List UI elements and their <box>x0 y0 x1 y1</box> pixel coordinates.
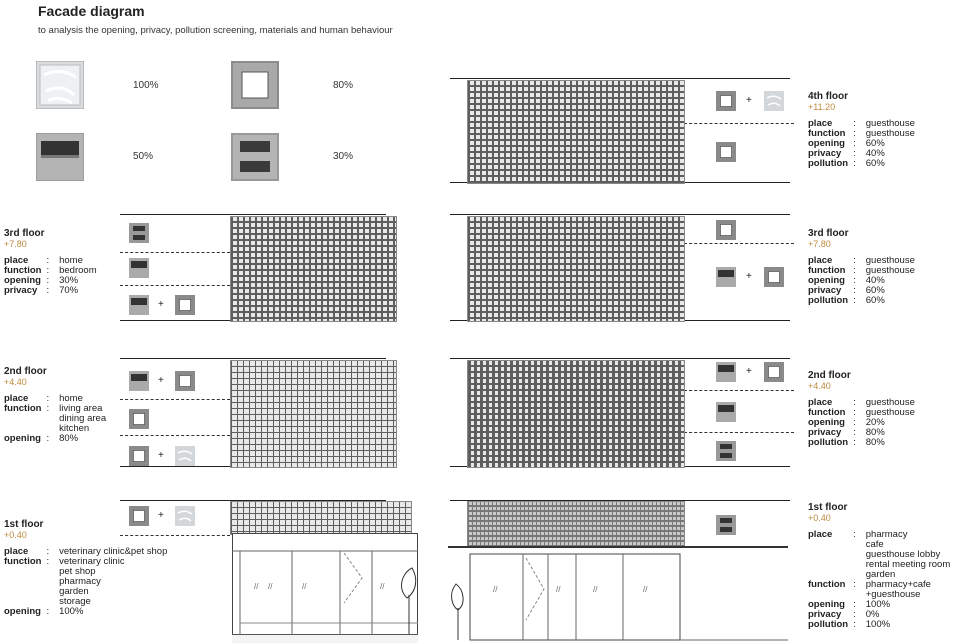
info-colon: : <box>46 556 50 567</box>
info-key: opening <box>4 433 41 444</box>
info-key: function <box>808 265 846 276</box>
slot-block-icon <box>129 371 149 391</box>
info-key: privacy <box>808 285 842 296</box>
page-title: Facade diagram <box>38 3 145 19</box>
info-value: 60% <box>865 285 885 296</box>
info-colon: : <box>853 427 856 438</box>
info-colon: : <box>853 138 856 149</box>
left-floor2-divider-a <box>120 399 230 400</box>
info-value: home <box>59 255 83 266</box>
info-value: pharmacy <box>865 529 908 540</box>
info-key: place <box>4 393 29 404</box>
left-floor2-top-line <box>120 358 386 359</box>
info-key: privacy <box>808 148 842 159</box>
info-value: storage <box>59 596 91 607</box>
info-key: place <box>4 255 29 266</box>
info-value: veterinary clinic&pet shop <box>59 546 168 557</box>
info-key: function <box>808 128 846 139</box>
info-colon: : <box>853 397 856 408</box>
left-floor3-facade-pattern <box>230 216 397 322</box>
info-colon: : <box>853 148 856 159</box>
double-slot-block-icon <box>716 441 736 461</box>
plus-sign: + <box>158 450 164 461</box>
slot-block-icon <box>716 362 736 382</box>
svg-text://: // <box>268 582 273 591</box>
info-key: opening <box>4 275 41 286</box>
floor-info-table <box>808 119 915 169</box>
legend-pct-50: 50% <box>133 151 154 162</box>
info-key: place <box>808 529 833 540</box>
info-key: pollution <box>808 158 849 169</box>
floor-info-table <box>4 256 97 296</box>
info-value: guesthouse <box>865 255 915 266</box>
info-value: guesthouse lobby <box>865 549 941 560</box>
floor-info-table <box>4 394 106 444</box>
svg-text://: // <box>643 585 648 594</box>
right-floor3-divider <box>684 243 794 244</box>
slot-block-icon <box>36 133 84 181</box>
info-colon: : <box>853 275 856 286</box>
info-value: guesthouse <box>865 118 915 129</box>
plus-sign: + <box>158 510 164 521</box>
info-value: garden <box>59 586 89 597</box>
left-floor1-canopy-pattern <box>230 501 412 535</box>
slot-block-icon <box>716 402 736 422</box>
plus-sign: + <box>746 271 752 282</box>
left-storefront-drawing <box>232 533 418 639</box>
info-key: pollution <box>808 619 849 630</box>
info-key: pollution <box>808 437 849 448</box>
legend-pct-80: 80% <box>333 80 354 91</box>
info-colon: : <box>46 285 50 296</box>
info-colon: : <box>853 158 856 169</box>
plus-sign: + <box>158 299 164 310</box>
open-block-icon <box>716 220 736 240</box>
floor-elevation: +0.40 <box>808 513 831 523</box>
info-colon: : <box>853 437 856 448</box>
info-key: place <box>808 397 833 408</box>
info-colon: : <box>853 529 856 540</box>
floor-name: 2nd floor <box>4 366 47 377</box>
right-floor2-facade-pattern <box>467 360 685 468</box>
open-block-icon <box>129 409 149 429</box>
info-value: guesthouse <box>865 265 915 276</box>
open-block-icon <box>764 362 784 382</box>
info-key: function <box>4 265 42 276</box>
legend-pct-30: 30% <box>333 151 354 162</box>
floor-name: 1st floor <box>4 519 44 530</box>
info-colon: : <box>853 265 856 276</box>
open-block-icon <box>716 91 736 111</box>
info-value: 100% <box>59 606 84 617</box>
info-key: function <box>808 579 846 590</box>
floor-info-table <box>808 530 950 630</box>
open-block-icon <box>175 371 195 391</box>
info-value: 60% <box>865 138 885 149</box>
glass-block-icon <box>36 61 84 109</box>
floor-elevation: +0.40 <box>4 530 27 540</box>
right-storefront-drawing <box>448 544 788 642</box>
svg-text://: // <box>380 582 385 591</box>
open-block-icon <box>231 61 279 109</box>
open-block-icon <box>129 446 149 466</box>
floor-name: 2nd floor <box>808 370 851 381</box>
svg-text://: // <box>302 582 307 591</box>
open-block-icon <box>764 267 784 287</box>
floor-elevation: +7.80 <box>808 239 831 249</box>
floor-elevation: +11.20 <box>808 102 836 112</box>
info-value: rental meeting room <box>865 559 951 570</box>
info-key: place <box>4 546 29 557</box>
info-value: veterinary clinic <box>59 556 125 567</box>
right-floor2-info <box>808 370 915 448</box>
info-key: place <box>808 118 833 129</box>
floor-elevation: +7.80 <box>4 239 27 249</box>
right-floor2-divider-a <box>684 390 794 391</box>
svg-text://: // <box>593 585 598 594</box>
info-value: 80% <box>59 433 79 444</box>
info-colon: : <box>46 606 50 617</box>
info-value: 60% <box>865 295 885 306</box>
left-floor2-info <box>4 366 106 444</box>
info-colon: : <box>853 417 856 428</box>
right-floor3-info <box>808 228 915 306</box>
info-colon: : <box>46 546 50 557</box>
floor-elevation: +4.40 <box>4 377 27 387</box>
info-value: 70% <box>59 285 79 296</box>
info-colon: : <box>853 599 856 610</box>
info-colon: : <box>853 118 856 129</box>
info-value: guesthouse <box>865 128 915 139</box>
info-value: guesthouse <box>865 397 915 408</box>
plus-sign: + <box>746 95 752 106</box>
double-slot-block-icon <box>231 133 279 181</box>
right-floor1-info <box>808 502 950 630</box>
slot-block-icon <box>716 267 736 287</box>
info-value: living area <box>59 403 103 414</box>
right-floor3-top-line <box>450 214 790 215</box>
info-key: opening <box>808 138 845 149</box>
glass-block-icon <box>764 91 784 111</box>
info-colon: : <box>853 295 856 306</box>
right-floor4-top-line <box>450 78 790 79</box>
info-value: 100% <box>865 619 891 630</box>
info-value: pharmacy <box>59 576 101 587</box>
glass-block-icon <box>175 506 195 526</box>
info-value: +guesthouse <box>865 589 921 600</box>
info-value: 100% <box>865 599 891 610</box>
left-floor2-divider-b <box>120 435 230 436</box>
info-key: privacy <box>4 285 38 296</box>
info-key: place <box>808 255 833 266</box>
info-key: privacy <box>808 609 842 620</box>
right-floor3-facade-pattern <box>467 216 685 322</box>
left-ground-plinth <box>232 634 418 643</box>
info-colon: : <box>853 128 856 139</box>
floor-info-table <box>808 398 915 448</box>
svg-text://: // <box>493 585 498 594</box>
open-block-icon <box>175 295 195 315</box>
floor-info-table <box>808 256 915 306</box>
double-slot-block-icon <box>129 223 149 243</box>
right-floor4-divider <box>684 123 794 124</box>
open-block-icon <box>716 142 736 162</box>
info-colon: : <box>853 407 856 418</box>
info-value: 80% <box>865 437 885 448</box>
info-key: opening <box>808 417 845 428</box>
info-key: function <box>4 556 42 567</box>
info-value: garden <box>865 569 896 580</box>
right-floor2-divider-b <box>684 432 794 433</box>
info-colon: : <box>46 275 50 286</box>
left-floor3-divider-b <box>120 285 230 286</box>
info-value: pharmacy+cafe <box>865 579 931 590</box>
slot-block-icon <box>129 258 149 278</box>
floor-elevation: +4.40 <box>808 381 831 391</box>
info-key: function <box>4 403 42 414</box>
info-value: 30% <box>59 275 79 286</box>
info-key: opening <box>4 606 41 617</box>
left-floor3-divider-a <box>120 252 230 253</box>
info-value: 80% <box>865 427 885 438</box>
info-colon: : <box>853 579 856 590</box>
info-value: kitchen <box>59 423 90 434</box>
info-key: opening <box>808 599 845 610</box>
right-floor4-facade-pattern <box>467 80 685 184</box>
info-colon: : <box>853 255 856 266</box>
right-floor4-info <box>808 91 915 169</box>
glass-block-icon <box>175 446 195 466</box>
floor-name: 1st floor <box>808 502 848 513</box>
info-value: 60% <box>865 158 885 169</box>
right-floor2-top-line <box>450 358 790 359</box>
info-colon: : <box>46 403 50 414</box>
page-subtitle: to analysis the opening, privacy, pollution screening, materials and human behaviour <box>38 25 393 36</box>
info-value: 40% <box>865 148 885 159</box>
info-key: pollution <box>808 295 849 306</box>
info-value: cafe <box>865 539 884 550</box>
floor-name: 3rd floor <box>808 228 849 239</box>
info-key: function <box>808 407 846 418</box>
right-floor1-canopy-pattern <box>467 501 685 548</box>
info-colon: : <box>853 609 856 620</box>
left-floor1-info <box>4 519 167 617</box>
svg-text://: // <box>556 585 561 594</box>
left-floor3-top-line <box>120 214 386 215</box>
double-slot-block-icon <box>716 515 736 535</box>
left-floor3-info <box>4 228 97 296</box>
floor-name: 4th floor <box>808 91 848 102</box>
info-value: 0% <box>865 609 880 620</box>
info-value: 20% <box>865 417 885 428</box>
svg-text://: // <box>254 582 259 591</box>
info-colon: : <box>46 255 50 266</box>
info-colon: : <box>853 285 856 296</box>
info-colon: : <box>853 619 856 630</box>
slot-block-icon <box>129 295 149 315</box>
info-value: dining area <box>59 413 107 424</box>
info-colon: : <box>46 393 50 404</box>
info-colon: : <box>46 433 50 444</box>
floor-info-table <box>4 547 167 617</box>
info-value: home <box>59 393 83 404</box>
legend-pct-100: 100% <box>133 80 159 91</box>
info-value: bedroom <box>59 265 97 276</box>
info-value: guesthouse <box>865 407 915 418</box>
plus-sign: + <box>158 375 164 386</box>
floor-name: 3rd floor <box>4 228 45 239</box>
info-key: privacy <box>808 427 842 438</box>
info-key: opening <box>808 275 845 286</box>
left-floor2-facade-pattern <box>230 360 397 468</box>
plus-sign: + <box>746 366 752 377</box>
info-value: 40% <box>865 275 885 286</box>
info-colon: : <box>46 265 50 276</box>
info-value: pet shop <box>59 566 96 577</box>
